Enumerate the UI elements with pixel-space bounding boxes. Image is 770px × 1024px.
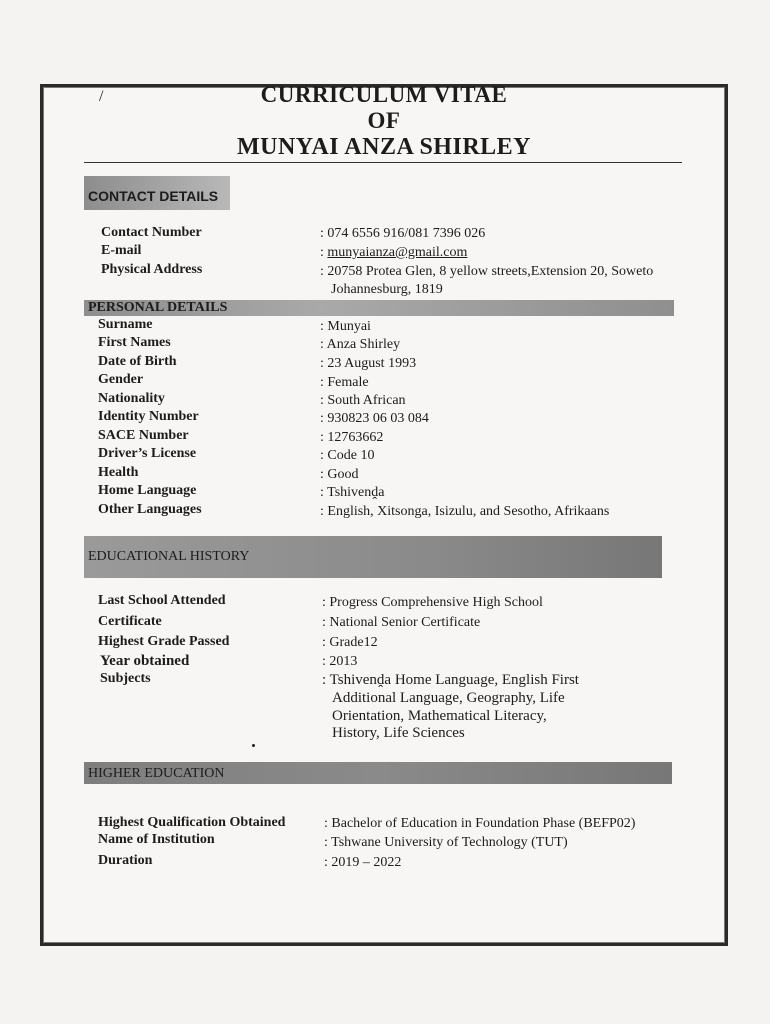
highest-qualification-value: : Bachelor of Education in Foundation Phase (BEFP02) xyxy=(324,816,636,831)
surname-label: Surname xyxy=(98,317,153,332)
subjects-label: Subjects xyxy=(100,671,151,686)
nationality-label: Nationality xyxy=(98,391,165,406)
other-languages-label: Other Languages xyxy=(98,502,202,517)
education-section-title: EDUCATIONAL HISTORY xyxy=(88,549,250,564)
last-school-label: Last School Attended xyxy=(98,593,226,608)
contact-section-title: CONTACT DETAILS xyxy=(88,188,219,204)
other-languages-value: : English, Xitsonga, Isizulu, and Sesotho, Afrikaans xyxy=(320,504,610,519)
health-label: Health xyxy=(98,465,139,480)
gender-label: Gender xyxy=(98,372,144,387)
subjects-value: : Tshivenḓa Home Language, English First xyxy=(322,672,579,688)
ink-speck xyxy=(252,744,255,747)
higher-education-section-header xyxy=(84,762,672,784)
year-obtained-value: : 2013 xyxy=(322,654,358,669)
drivers-license-value: : Code 10 xyxy=(320,448,375,463)
email-row xyxy=(320,244,467,262)
title-divider xyxy=(84,162,682,163)
higher-education-section-title: HIGHER EDUCATION xyxy=(88,766,225,781)
home-language-label: Home Language xyxy=(98,483,197,498)
nationality-value: : South African xyxy=(320,393,406,408)
address-label: Physical Address xyxy=(101,262,203,277)
home-language-value: : Tshivenḓa xyxy=(320,485,385,500)
highest-grade-value: : Grade12 xyxy=(322,635,378,650)
certificate-value: : National Senior Certificate xyxy=(322,615,481,630)
dob-label: Date of Birth xyxy=(98,354,177,369)
identity-number-value: : 930823 06 03 084 xyxy=(320,411,429,426)
duration-label: Duration xyxy=(98,853,153,868)
cv-title: CURRICULUM VITAE xyxy=(260,82,508,107)
address-value-line2: Johannesburg, 1819 xyxy=(331,282,443,297)
last-school-value: : Progress Comprehensive High School xyxy=(322,595,543,610)
address-value: : 20758 Protea Glen, 8 yellow streets,Extension 20, Soweto xyxy=(320,264,654,279)
subjects-value-line4: History, Life Sciences xyxy=(332,725,465,741)
institution-value: : Tshwane University of Technology (TUT) xyxy=(324,835,568,850)
cv-title-of: OF xyxy=(367,108,401,133)
email-link[interactable]: munyaianza@gmail.com xyxy=(327,245,468,260)
contact-number-value: : 074 6556 916/081 7396 026 xyxy=(320,226,486,241)
sace-number-label: SACE Number xyxy=(98,428,189,443)
email-label: E-mail xyxy=(101,243,142,258)
gender-value: : Female xyxy=(320,375,369,390)
personal-section-header xyxy=(84,300,674,316)
highest-qualification-label: Highest Qualification Obtained xyxy=(98,815,286,830)
first-names-label: First Names xyxy=(98,335,171,350)
dob-value: : 23 August 1993 xyxy=(320,356,417,371)
health-value: : Good xyxy=(320,467,359,482)
drivers-license-label: Driver’s License xyxy=(98,446,197,461)
duration-value: : 2019 – 2022 xyxy=(324,855,402,870)
subjects-value-line3: Orientation, Mathematical Literacy, xyxy=(332,708,547,724)
email-prefix: : xyxy=(320,245,328,260)
first-names-value: : Anza Shirley xyxy=(320,337,401,352)
cv-person-name: MUNYAI ANZA SHIRLEY xyxy=(236,134,531,160)
identity-number-label: Identity Number xyxy=(98,409,199,424)
highest-grade-label: Highest Grade Passed xyxy=(98,634,230,649)
personal-section-title: PERSONAL DETAILS xyxy=(88,300,228,315)
institution-label: Name of Institution xyxy=(98,832,215,847)
subjects-value-line2: Additional Language, Geography, Life xyxy=(332,690,565,706)
education-section-header xyxy=(84,536,662,578)
sace-number-value: : 12763662 xyxy=(320,430,384,445)
stray-mark: / xyxy=(99,88,104,105)
year-obtained-label: Year obtained xyxy=(100,653,190,669)
certificate-label: Certificate xyxy=(98,614,162,629)
contact-section-header xyxy=(84,176,230,210)
surname-value: : Munyai xyxy=(320,319,371,334)
contact-number-label: Contact Number xyxy=(101,225,202,240)
